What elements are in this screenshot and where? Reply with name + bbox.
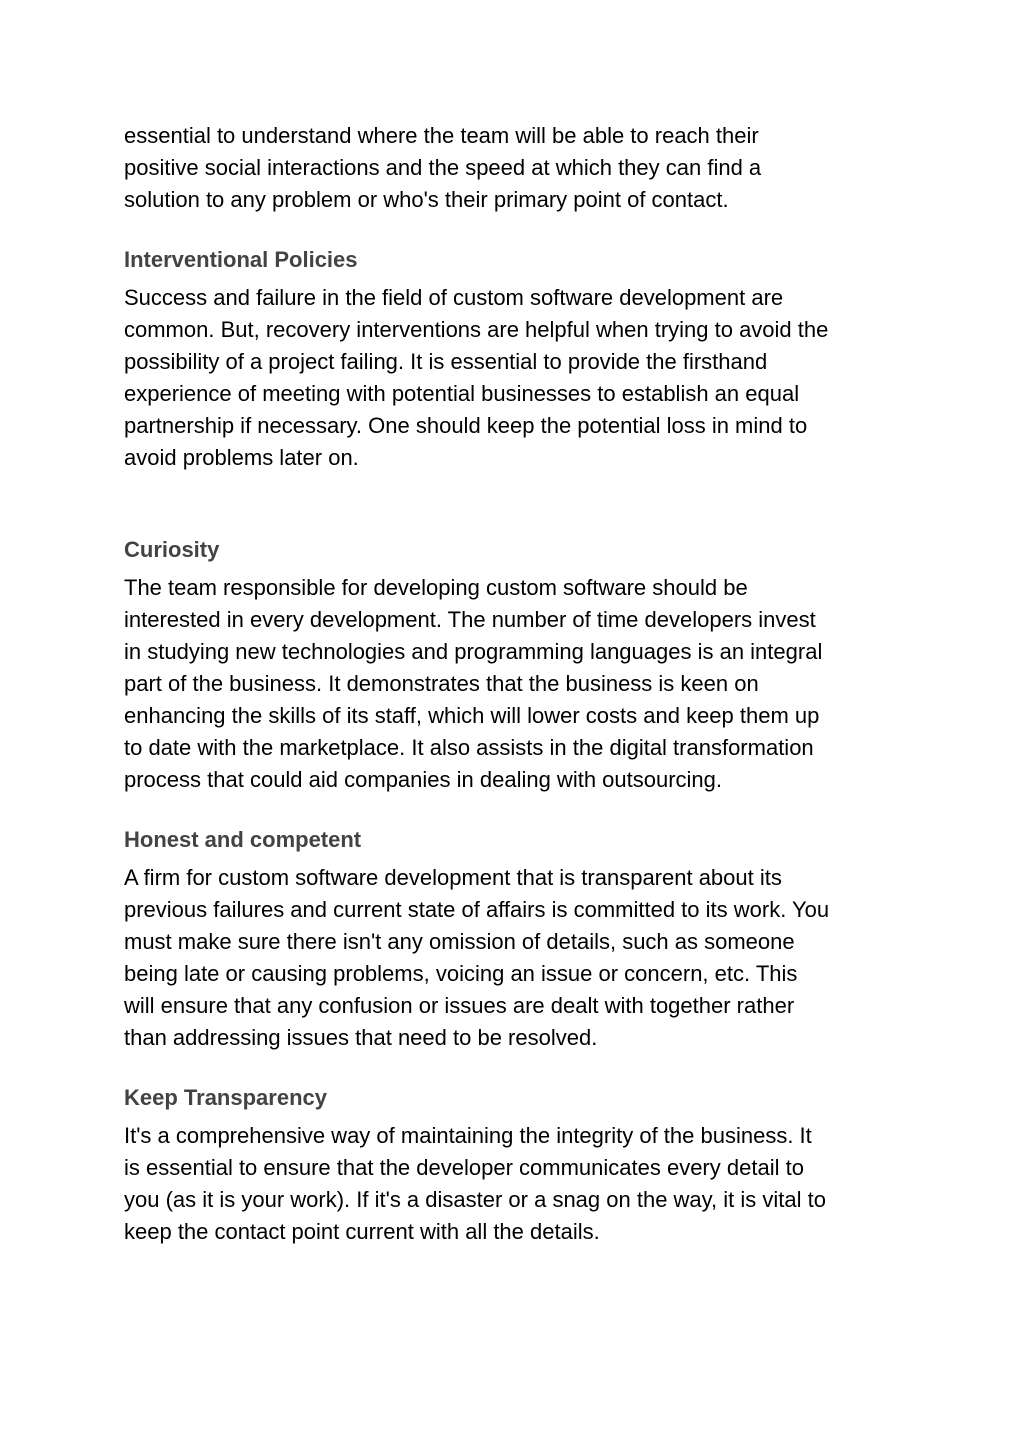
section-honest-and-competent	[124, 824, 914, 1054]
section-heading: Interventional Policies	[124, 247, 358, 272]
section-heading: Honest and competent	[124, 827, 362, 852]
section-paragraph: It's a comprehensive way of maintaining the integrity of the business. It is essential to ensure that the developer communicates every detail to you (as it is your work). If it's a disaster or a snag on the way, it is vital to keep the contact point current with all the details.	[124, 1123, 826, 1244]
section-paragraph: The team responsible for developing custom software should be interested in every development. The number of time developers invest in studying new technologies and programming languages is an integral part of the business. It demonstrates that the business is keen on enhancing the skills of its staff, which will lower costs and keep them up to date with the marketplace. It also assists in the digital transformation process that could aid companies in dealing with outsourcing.	[124, 575, 823, 792]
section-curiosity	[124, 534, 914, 796]
section-paragraph: Success and failure in the field of custom software development are common. But, recovery interventions are helpful when trying to avoid the possibility of a project failing. It is essential to provide the firsthand experience of meeting with potential businesses to establish an equal partnership if necessary. One should keep the potential loss in mind to avoid problems later on.	[124, 285, 829, 470]
section-heading: Keep Transparency	[124, 1085, 327, 1110]
section-interventional-policies	[124, 244, 914, 474]
section-heading: Curiosity	[124, 537, 220, 562]
document-page	[124, 120, 914, 1248]
section-paragraph: A firm for custom software development that is transparent about its previous failures and current state of affairs is committed to its work. You must make sure there isn't any omission of details, such as someone being late or causing problems, voicing an issue or concern, etc. This will ensure that any confusion or issues are dealt with together rather than addressing issues that need to be resolved.	[124, 865, 830, 1050]
intro-paragraph: essential to understand where the team will be able to reach their positive social interactions and the speed at which they can find a solution to any problem or who's their primary point of contact.	[124, 123, 762, 212]
section-keep-transparency	[124, 1082, 914, 1248]
intro-section	[124, 120, 914, 216]
